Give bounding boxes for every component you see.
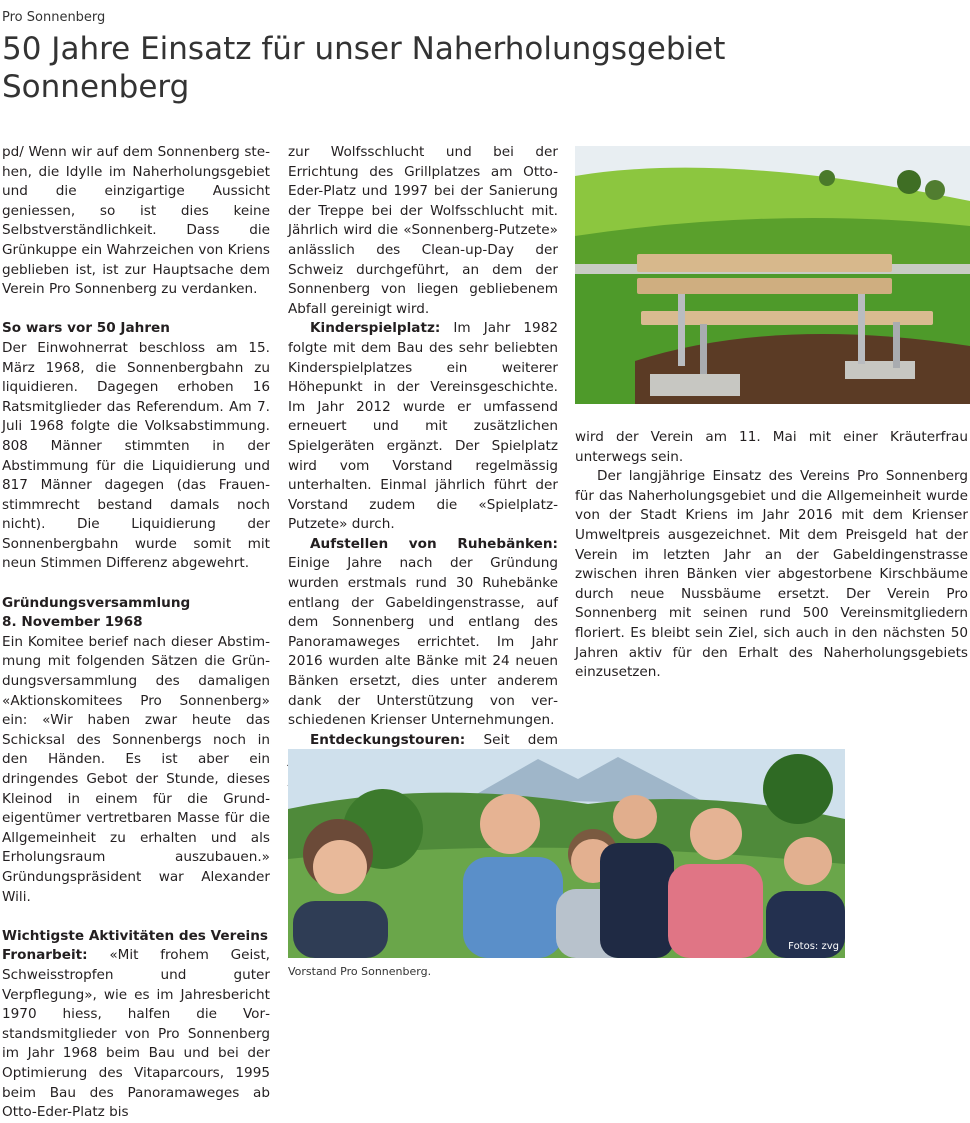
subheading-founding: Gründungsversammlung (2, 594, 191, 611)
photo-credit: Fotos: zvg (788, 941, 839, 952)
text-benches: Einige Jahre nach der Gründung wurden erstmals rund 30 Ruhebänke entlang der Gabeldingenstrasse, auf dem Sonnenberg und entlang des Panoramaweges errichtet. Im Jahr 2016 wurden alte Bänke mit 24 neuen Bänken ersetzt, dies unter anderem dank der Unterstützung von verschiedenen Krienser Unternehmungen. (288, 555, 558, 729)
article-column-2 (288, 143, 558, 848)
paragraph-benches (288, 535, 558, 731)
lead-playground: Kinderspielplatz: (310, 320, 441, 337)
subheading-50-years-ago: So wars vor 50 Jahren (2, 320, 170, 337)
article-headline: 50 Jahre Einsatz für unser Naherholungsgebiet Sonnenberg (2, 31, 726, 105)
text-fronarbeit: «Mit frohem Geist, Schweisstropfen und guter Verpflegung», wie es im Jahresbericht 1970 hiess, halfen die Vorstandsmitglieder von Pro Sonnenberg im Jahr 1968 beim Bau und bei der Optimierung des Vitaparcours, 1995 beim Bau des Panoramaweges ab Otto-Eder-Platz bis (2, 947, 270, 1121)
paragraph-founding: Ein Komitee berief nach dieser Abstimmung mit folgenden Sätzen die Gründungsversammlung des damaligen «Aktionskomitees Pro Sonnenberg» ein: «Wir haben zwar heute das Schicksal des Sonnenbergs noch in den Händen. Es ist aber ein dringendes Gebot der Stunde, dieses Kleinod in einem für die Grundeigentümer vertretbaren Masse für die Allgemeinheit zu erhalten und als Erholungsraum auszubauen.» Gründungspräsident war Alexander Wili. (2, 633, 270, 905)
subheading-activities: Wichtigste Aktivitäten des Vereins (2, 927, 268, 944)
group-photo (288, 749, 845, 958)
text-tours: Seit dem (483, 731, 558, 748)
intro-paragraph: pd/ Wenn wir auf dem Sonnenberg stehen, die Idylle im Naherholungsgebiet und die einzigartige Aussicht geniessen, so ist dies keine Selbstverständlichkeit. Dass die Grünkuppe ein Wahrzeichen von Kriens geblieben ist, ist zur Hauptsache dem Verein Pro Sonnenberg zu verdanken. (2, 144, 270, 298)
text-playground: Im Jahr 1982 folgte mit dem Bau des sehr beliebten Kinderspielplatzes ein weiterer Höhepunkt in der Vereinsgeschichte. Im Jahr 2012 wurde er umfassend erneuert und mit zusätzlichen Spielgeräten ergänzt. Der Spielplatz wird vom Vorstand regelmässig unterhalten. Einmal jährlich führt der Vorstand zudem die «Spielplatz-Putzete» durch. (288, 320, 558, 533)
subheading-founding-date: 8. November 1968 (2, 614, 143, 631)
paragraph-award: Der langjährige Einsatz des Vereins Pro Sonnenberg für das Naherholungsgebiet und die Allgemeinheit wurde von der Stadt Kriens im Jahr 2016 mit dem Krienser Umweltpreis ausgezeichnet. Mit dem Preisgeld hat der Verein im letzten Jahr an der Gabeldingenstrasse zwischen ihren Bänken vier abgestorbene Kirschbäume durch neue Nussbäume ersetzt. Der Verein Pro Sonnenberg mit seinen rund 500 Vereinsmitgliedern floriert. Es bleibt sein Ziel, sich auch in den nächsten 50 Jahren aktiv für den Erhalt des Naherholungsgebiets einzusetzen. (575, 468, 968, 681)
paragraph-continuation: zur Wolfsschlucht und bei der Errichtung des Grillplatzes am Otto-Eder-Platz und 1997 bei der Sanierung der Treppe bei der Wolfsschlucht mit. Jährlich wird die «Sonnenberg-Putzete» anlässlich des Clean-up-Day der Schweiz durchgeführt, an dem der Sonnenberg von liegen gebliebenem Abfall gereinigt wird. (288, 144, 558, 317)
photo-caption: Vorstand Pro Sonnenberg. (288, 965, 432, 978)
paragraph-playground (288, 319, 558, 535)
bench-illustration (575, 146, 970, 404)
bench-photo (575, 146, 970, 404)
paragraph-fronarbeit (2, 946, 270, 1122)
article-column-1 (2, 143, 270, 1123)
group-illustration (288, 749, 845, 958)
lead-fronarbeit: Fronarbeit: (2, 947, 88, 964)
paragraph-history: Der Einwohnerrat beschloss am 15. März 1968, die Sonnenbergbahn zu liquidieren. Dagegen erhoben 16 Ratsmitglieder das Referendum. Am 7. Juli 1968 folgte die Volksabstimmung. 808 Männer stimmten in der Abstimmung für die Liquidierung und 817 Männer dagegen (das Frauenstimmrecht bestand damals noch nicht). Die Liquidierung der Sonnenbergbahn wurde somit mit neun Stimmen Differenz abgewehrt. (2, 339, 270, 572)
lead-tours: Entdeckungstouren: (310, 731, 466, 748)
lead-benches: Aufstellen von Ruhebänken: (310, 535, 558, 552)
kicker: Pro Sonnenberg (2, 10, 106, 25)
paragraph-herb-tour: wird der Verein am 11. Mai mit einer Kräuterfrau unterwegs sein. (575, 429, 968, 465)
article-column-3 (575, 428, 968, 683)
